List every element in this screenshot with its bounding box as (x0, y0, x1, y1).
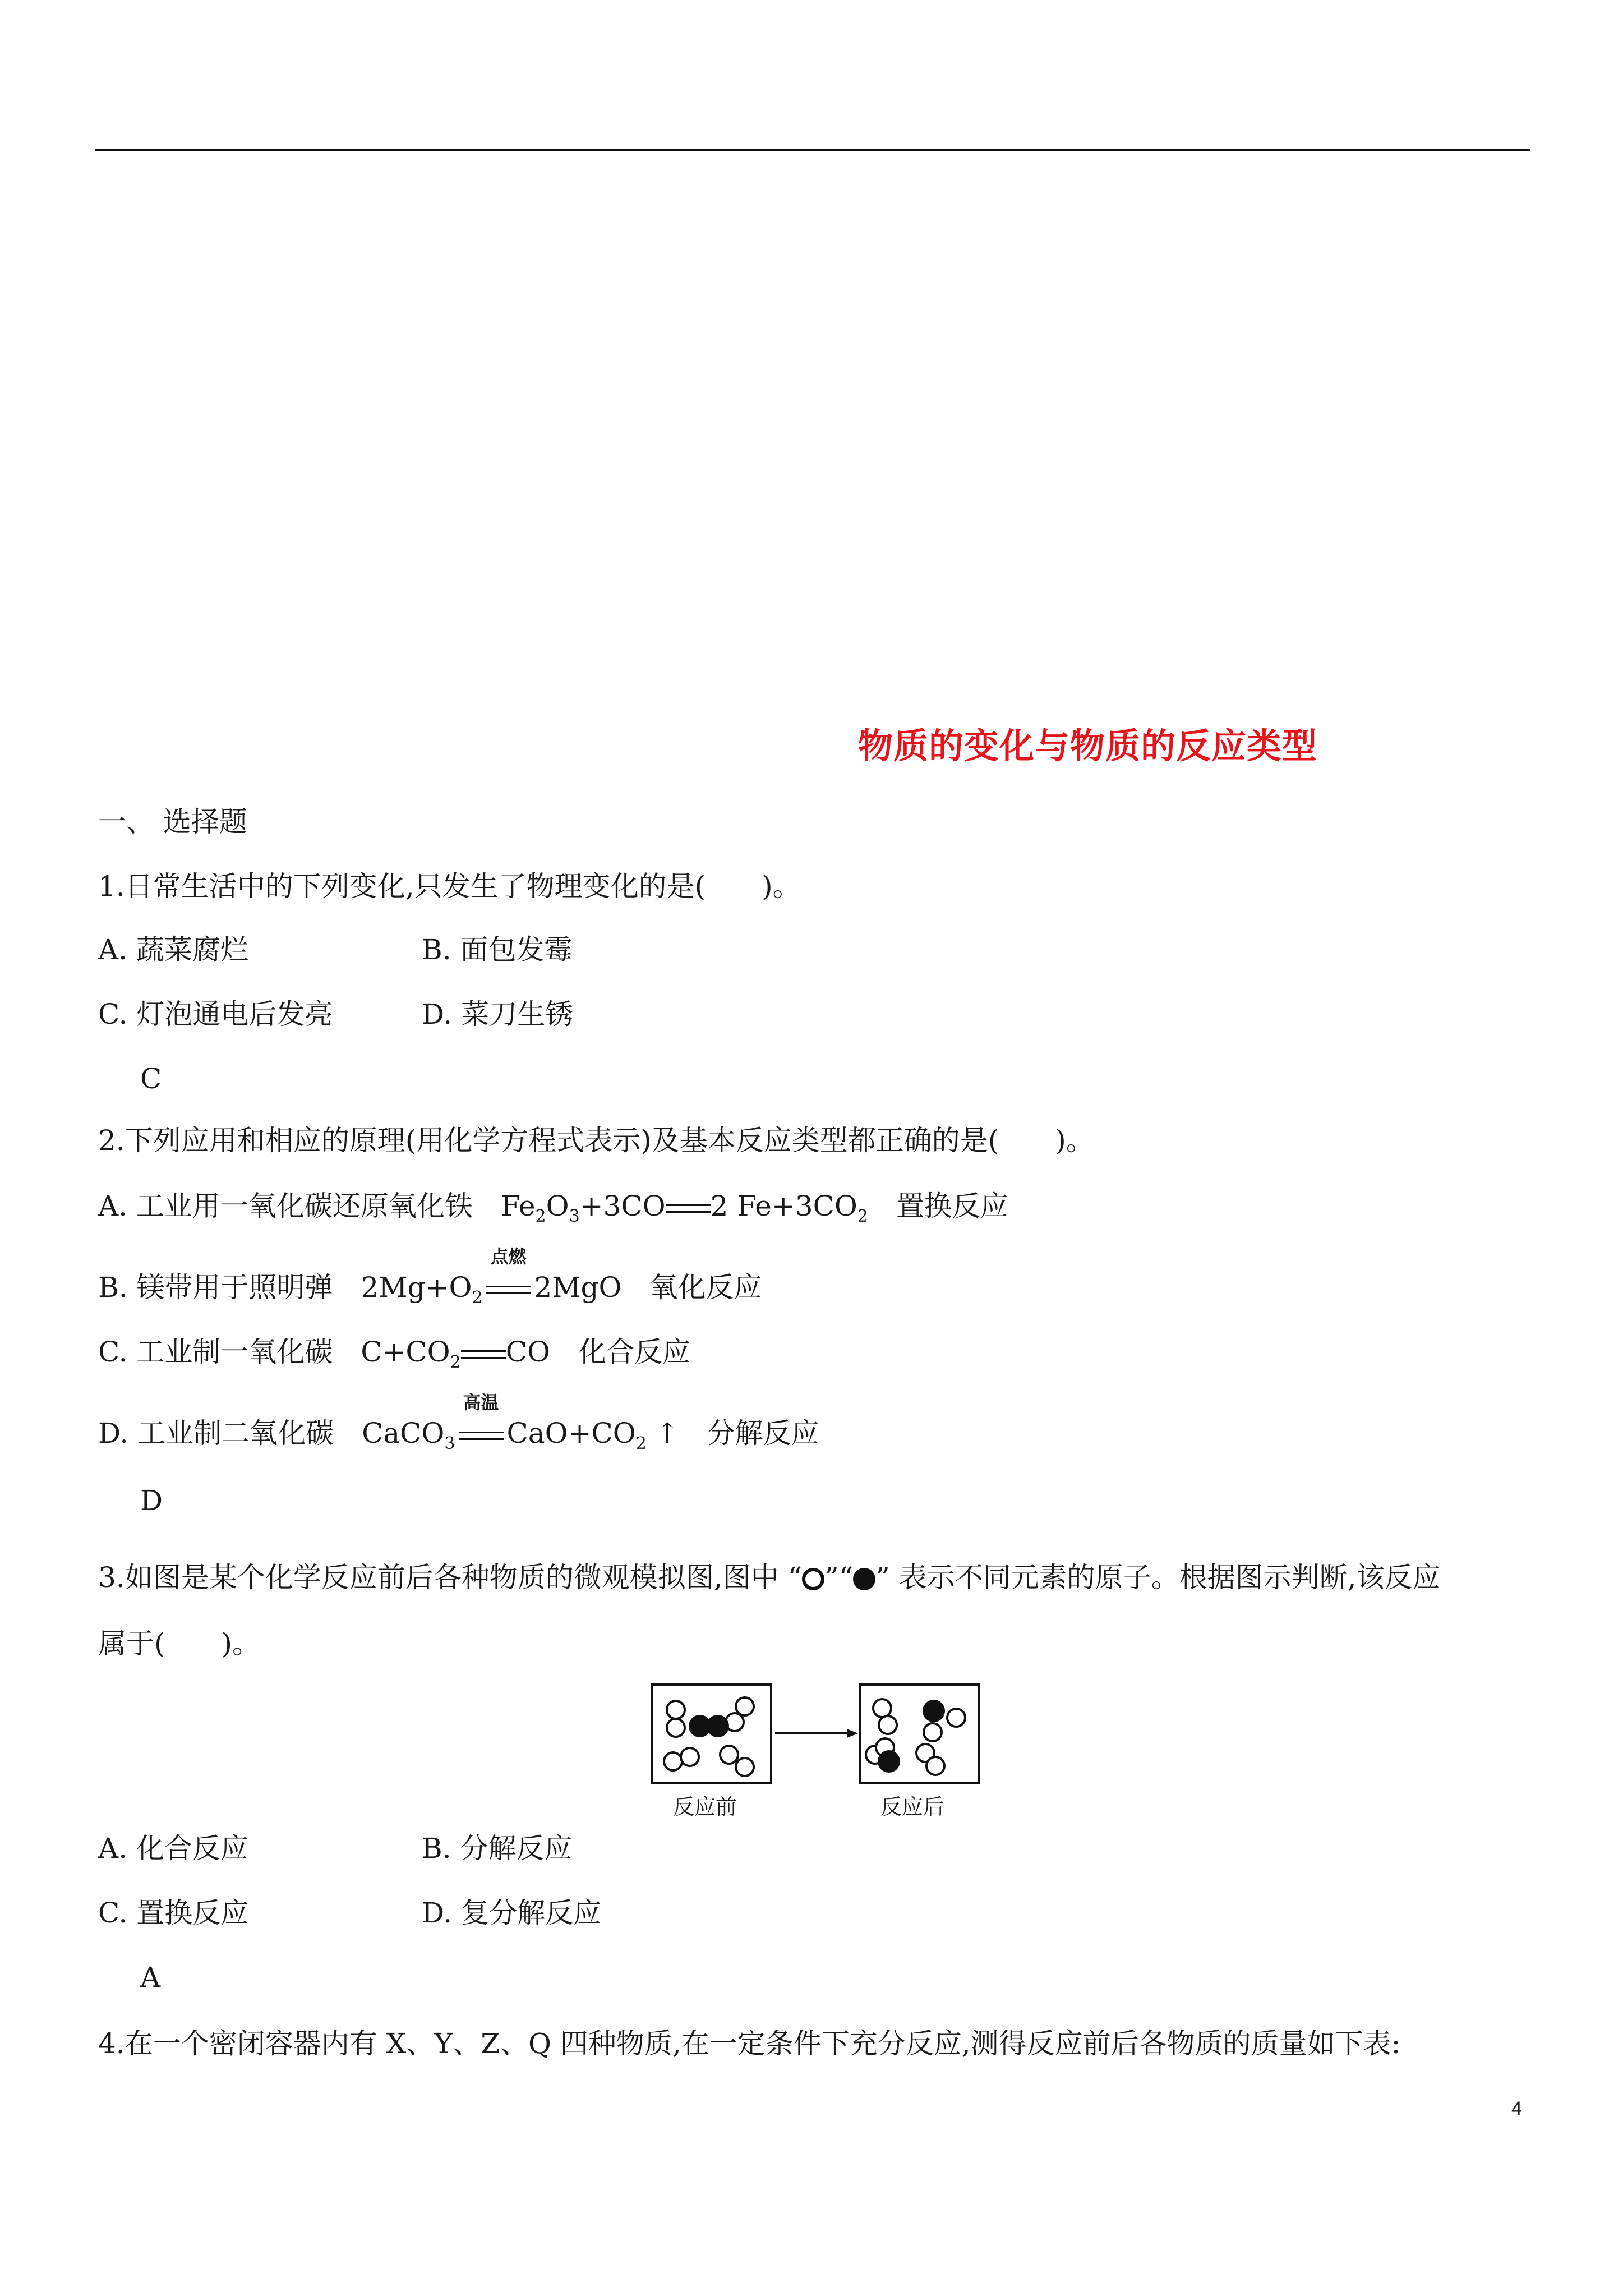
black-atom-icon (853, 1568, 875, 1590)
option-c-label: C. 工业制一氧化碳 (98, 1336, 333, 1368)
equation-a: $Fe_2O_3+3CO$ 2 $Fe+3CO_2$ (500, 1190, 868, 1226)
question-3-option-b: B. 分解反应 (422, 1832, 573, 1865)
question-1-answer: C (140, 1062, 162, 1095)
question-3-stem-line2: 属于( )。 (98, 1627, 261, 1660)
question-1-option-a: A. 蔬菜腐烂 (98, 933, 248, 966)
header-rule (95, 149, 1530, 151)
question-1-option-c: C. 灯泡通电后发亮 (98, 998, 333, 1030)
reaction-diagram (651, 1683, 987, 1818)
white-atom-icon (802, 1568, 824, 1590)
question-2-option-b (98, 1246, 762, 1308)
option-b-label: B. 镁带用于照明弹 (98, 1271, 333, 1304)
condition-label: 高温 (463, 1392, 499, 1413)
after-label: 反应后 (880, 1795, 945, 1819)
equation-c: $C+CO_2$ CO (361, 1336, 551, 1372)
question-2-stem: 2.下列应用和相应的原理(用化学方程式表示)及基本反应类型都正确的是( )。 (98, 1124, 1094, 1157)
option-b-type: 氧化反应 (649, 1271, 762, 1304)
question-1-option-b: B. 面包发霉 (422, 933, 573, 966)
question-3-stem: 3.如图是某个化学反应前后各种物质的微观模拟图,图中 “ ”“ ” 表示不同元素的原子。根据图示判断,该反应 (98, 1561, 1441, 1594)
question-3-option-c: C. 置换反应 (98, 1897, 249, 1929)
option-a-label: A. 工业用一氧化碳还原氧化铁 (98, 1190, 473, 1222)
question-3-answer: A (140, 1961, 161, 1994)
question-1-option-d: D. 菜刀生锈 (422, 998, 574, 1030)
question-2-option-a (98, 1192, 1008, 1225)
question-3-option-a: A. 化合反应 (98, 1832, 248, 1865)
option-d-type: 分解反应 (707, 1417, 819, 1450)
question-2-answer: D (140, 1484, 163, 1517)
equation-d: CaCO$_3$ 高温 $CaO+CO_2$ ↑ (362, 1392, 679, 1453)
option-d-label: D. 工业制二氧化碳 (98, 1417, 334, 1450)
option-c-type: 化合反应 (578, 1336, 691, 1368)
page-number: 4 (1511, 2098, 1522, 2119)
condition-label: 点燃 (490, 1246, 527, 1267)
page-title: 物质的变化与物质的反应类型 (858, 725, 1318, 766)
option-a-type: 置换反应 (896, 1190, 1008, 1222)
question-2-option-d (98, 1392, 819, 1453)
equals-sign (666, 1204, 711, 1213)
question-4-stem: 4.在一个密闭容器内有 X、Y、Z、Q 四种物质,在一定条件下充分反应,测得反应前后各物质的质量如下表: (98, 2027, 1401, 2060)
question-1-stem: 1.日常生活中的下列变化,只发生了物理变化的是( )。 (98, 870, 801, 903)
before-label: 反应前 (673, 1795, 737, 1819)
section-heading: 一、 选择题 (98, 806, 247, 838)
question-2-option-c (98, 1338, 690, 1371)
equation-b: $2Mg+O_2$ 点燃 2MgO (361, 1246, 622, 1308)
question-3-option-d: D. 复分解反应 (422, 1897, 602, 1929)
